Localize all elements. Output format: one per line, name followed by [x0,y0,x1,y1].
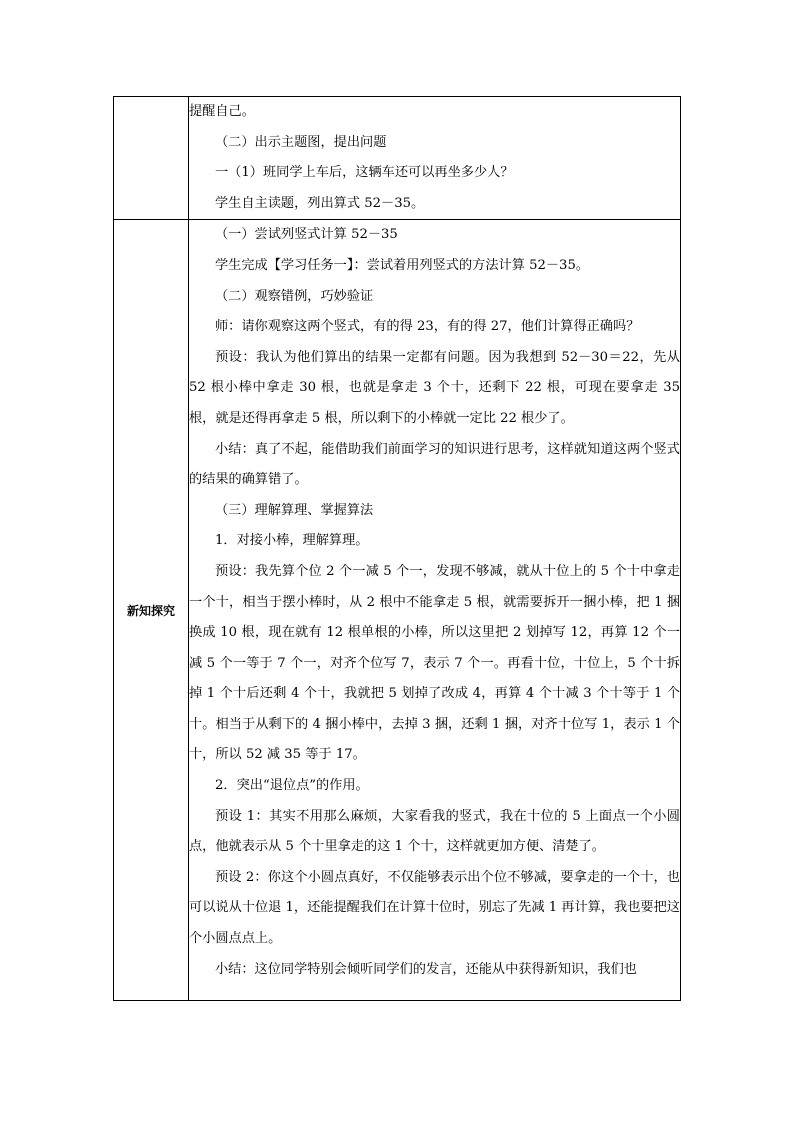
section-heading: （二）观察错例，巧妙验证 [215,288,374,304]
paragraph: 预设：我先算个位 2 个一减 5 个一，发现不够减，就从十位上的 5 个十中拿走一个十，相当于摆小棒时，从 2 根中不能拿走 5 根，就需要拆开一捆小棒，把 1 捆换成 10 根，现在就有 12 根单根的小棒，所以这里把 2 划掉写 12，再算 12 个一减 5 个一等于 7 个一，对齐个位写 7，表示 7 个一。再看十位，十位上，5 个十拆掉 1 个十后还剩 4 个十，我就把 5 划掉了改成 4，再算 4 个十减 3 个十等于 1 个十。相当于从剩下的 4 捆小棒中，去掉 3 捆，还剩 1 捆，对齐十位写 1，表示 1 个十，所以 52 减 35 等于 17。 [189,563,680,763]
paragraph: 1．对接小棒，理解算理。 [215,533,369,549]
paragraph: 学生自主读题，列出算式 52－35。 [215,195,425,211]
row-content-cell [189,97,681,220]
paragraph: 提醒自己。 [189,104,255,119]
section-heading: （三）理解算理、掌握算法 [215,502,374,518]
paragraph: 学生完成【学习任务一】：尝试着用列竖式的方法计算 52－35。 [215,257,590,273]
paragraph: （二）出示主题图，提出问题 [215,134,387,150]
row-label-cell [114,97,189,220]
paragraph: 小结：真了不起，能借助我们前面学习的知识进行思考，这样就知道这两个竖式的结果的确算错了。 [189,441,680,488]
table-row [114,220,681,1001]
section-heading: （一）尝试列竖式计算 52－35 [215,227,398,243]
paragraph: 预设：我认为他们算出的结果一定都有问题。因为我想到 52－30＝22，先从 52 根小棒中拿走 30 根，也就是拿走 3 个十，还剩下 22 根，可现在要拿走 35 根，就是还得再拿走 5 根，所以剩下的小棒就一定比 22 根少了。 [189,349,680,426]
paragraph: 小结：这位同学特别会倾听同学们的发言，还能从中获得新知识，我们也 [215,961,637,977]
paragraph: 2．突出“退位点”的作用。 [215,778,369,794]
paragraph: 师：请你观察这两个竖式，有的得 23，有的得 27，他们计算得正确吗？ [215,319,640,335]
paragraph: 预设 2：你这个小圆点真好，不仅能够表示出个位不够减，要拿走的一个十，也可以说从十位退 1，还能提醒我们在计算十位时，别忘了先减 1 再计算，我也要把这个小圆点点上。 [189,869,680,947]
row-content-cell [189,220,681,1001]
row-label-cell: 新知探究 [114,220,189,1001]
paragraph: 一（1）班同学上车后，这辆车还可以再坐多少人？ [215,165,514,181]
paragraph: 预设 1：其实不用那么麻烦，大家看我的竖式，我在十位的 5 上面点一个小圆点，他就表示从 5 个十里拿走的这 1 个十，这样就更加方便、清楚了。 [189,808,680,855]
table-row [114,97,681,220]
lesson-plan-table [113,96,681,1001]
